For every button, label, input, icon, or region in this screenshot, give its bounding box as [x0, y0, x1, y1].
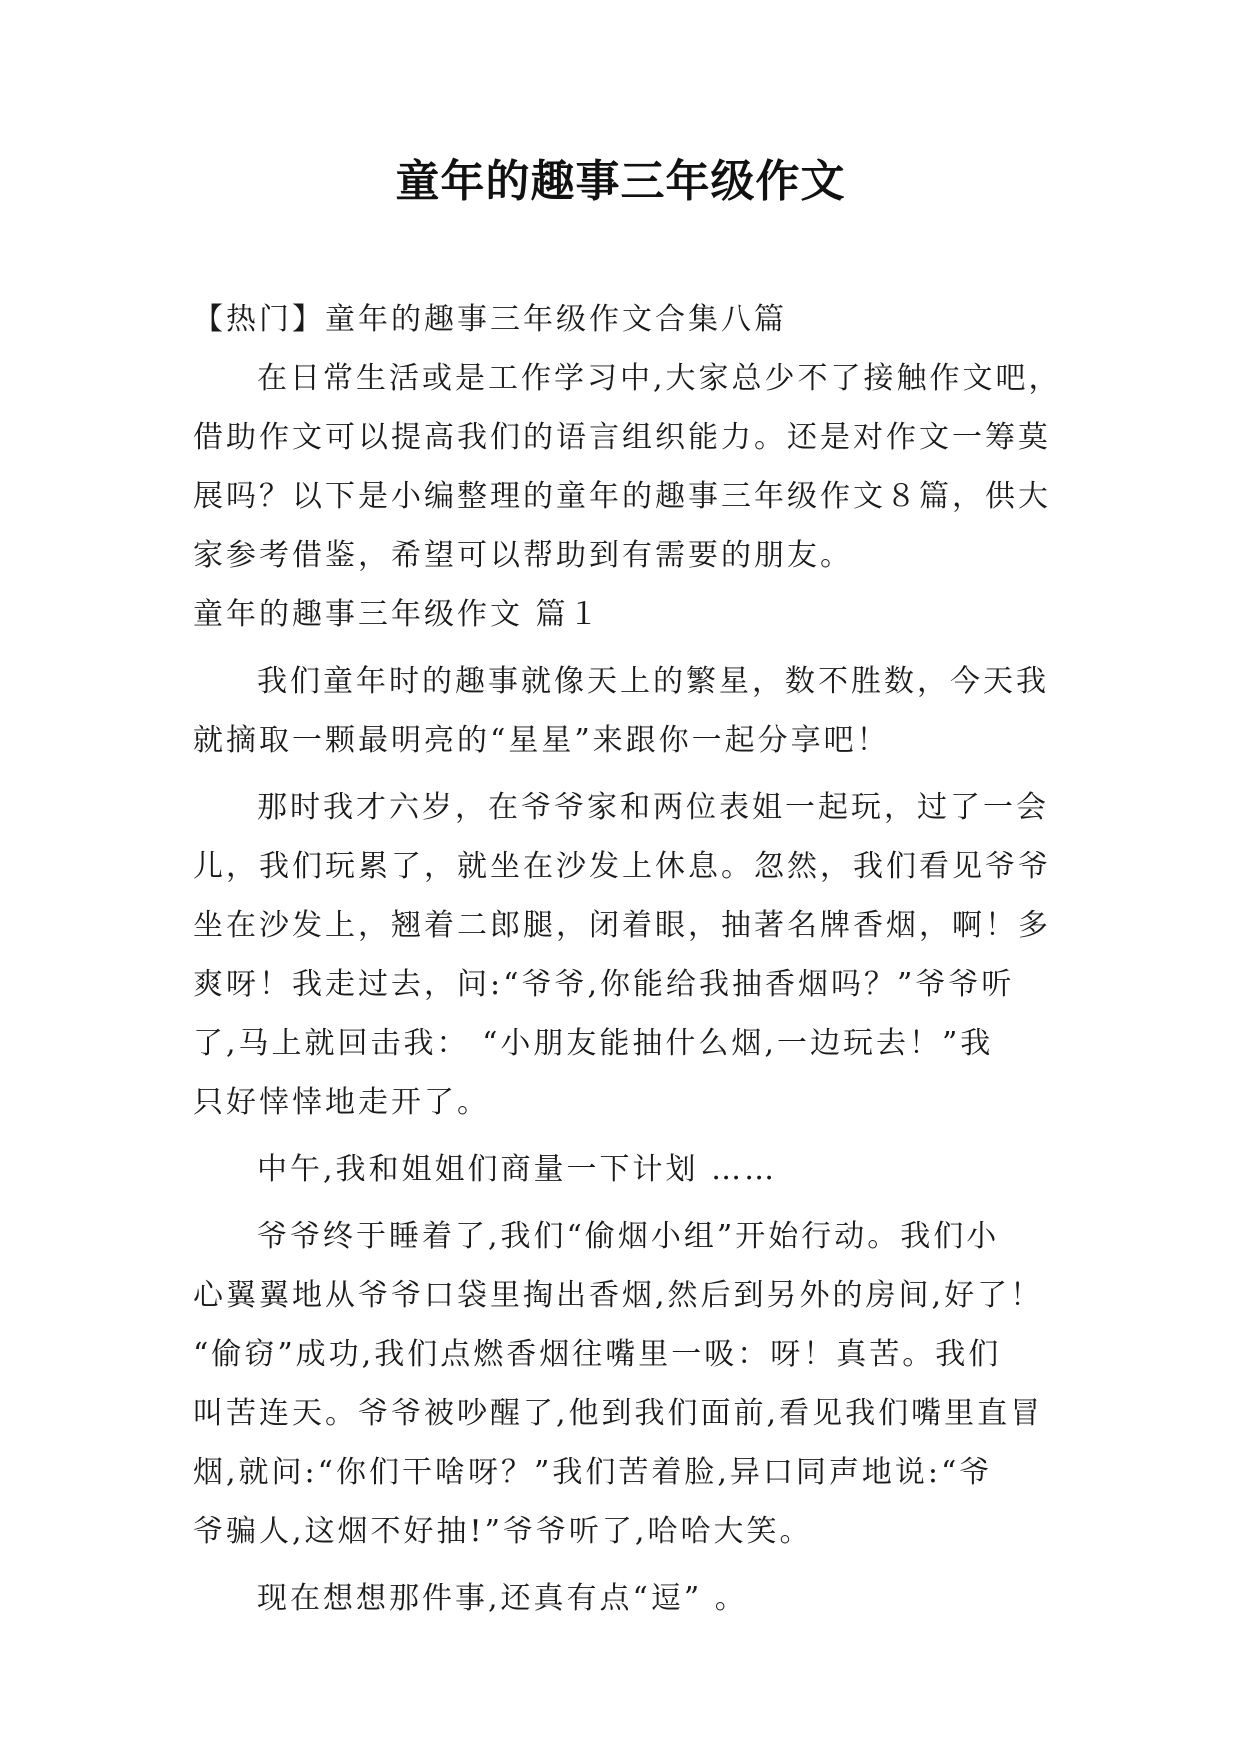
- document-title: 童年的趣事三年级作文: [395, 156, 846, 207]
- paragraph-line: 在日常生活或是工作学习中,大家总少不了接触作文吧，: [257, 361, 1062, 396]
- paragraph-line: 爷骗人,这烟不好抽!”爷爷听了,哈哈大笑。: [193, 1514, 813, 1549]
- paragraph-line: 了,马上就回击我： “小朋友能抽什么烟,一边玩去！”我: [193, 1026, 994, 1061]
- paragraph-line: 心翼翼地从爷爷口袋里掏出香烟,然后到另外的房间,好了！: [193, 1278, 1044, 1313]
- paragraph-line: 叫苦连天。爷爷被吵醒了,他到我们面前,看见我们嘴里直冒: [193, 1396, 1044, 1431]
- section-heading: 童年的趣事三年级作文 篇１: [193, 597, 602, 632]
- paragraph-line: 只好悻悻地走开了。: [193, 1085, 490, 1120]
- paragraph-line: 爷爷终于睡着了,我们“偷烟小组”开始行动。我们小: [257, 1219, 1000, 1254]
- paragraph-line: “偷窃”成功,我们点燃香烟往嘴里一吸：呀！真苦。我们: [193, 1337, 1002, 1372]
- paragraph-line: 家参考借鉴，希望可以帮助到有需要的朋友。: [193, 538, 853, 573]
- intro-heading: 【热门】童年的趣事三年级作文合集八篇: [193, 302, 787, 337]
- paragraph-line: 爽呀！我走过去，问:“爷爷,你能给我抽香烟吗？”爷爷听: [193, 967, 1015, 1002]
- paragraph-line: 坐在沙发上，翘着二郎腿，闭着眼，抽著名牌香烟，啊！多: [193, 908, 1051, 943]
- paragraph-line: 借助作文可以提高我们的语言组织能力。还是对作文一筹莫: [193, 420, 1051, 455]
- paragraph-line: 我们童年时的趣事就像天上的繁星，数不胜数，今天我: [257, 664, 1049, 699]
- paragraph-line: 那时我才六岁，在爷爷家和两位表姐一起玩，过了一会: [257, 790, 1049, 825]
- paragraph-line: 就摘取一颗最明亮的“星星”来跟你一起分享吧！: [193, 723, 890, 758]
- paragraph-line: 中午,我和姐姐们商量一下计划 ……: [257, 1152, 778, 1187]
- paragraph-line: 展吗？以下是小编整理的童年的趣事三年级作文８篇，供大: [193, 479, 1051, 514]
- paragraph-line: 烟,就问:“你们干啥呀？”我们苦着脸,异口同声地说:“爷: [193, 1455, 993, 1490]
- document-body: [193, 290, 1062, 1628]
- paragraph-line: 现在想想那件事,还真有点“逗” 。: [257, 1581, 748, 1616]
- paragraph-line: 儿，我们玩累了，就坐在沙发上休息。忽然，我们看见爷爷: [193, 849, 1051, 884]
